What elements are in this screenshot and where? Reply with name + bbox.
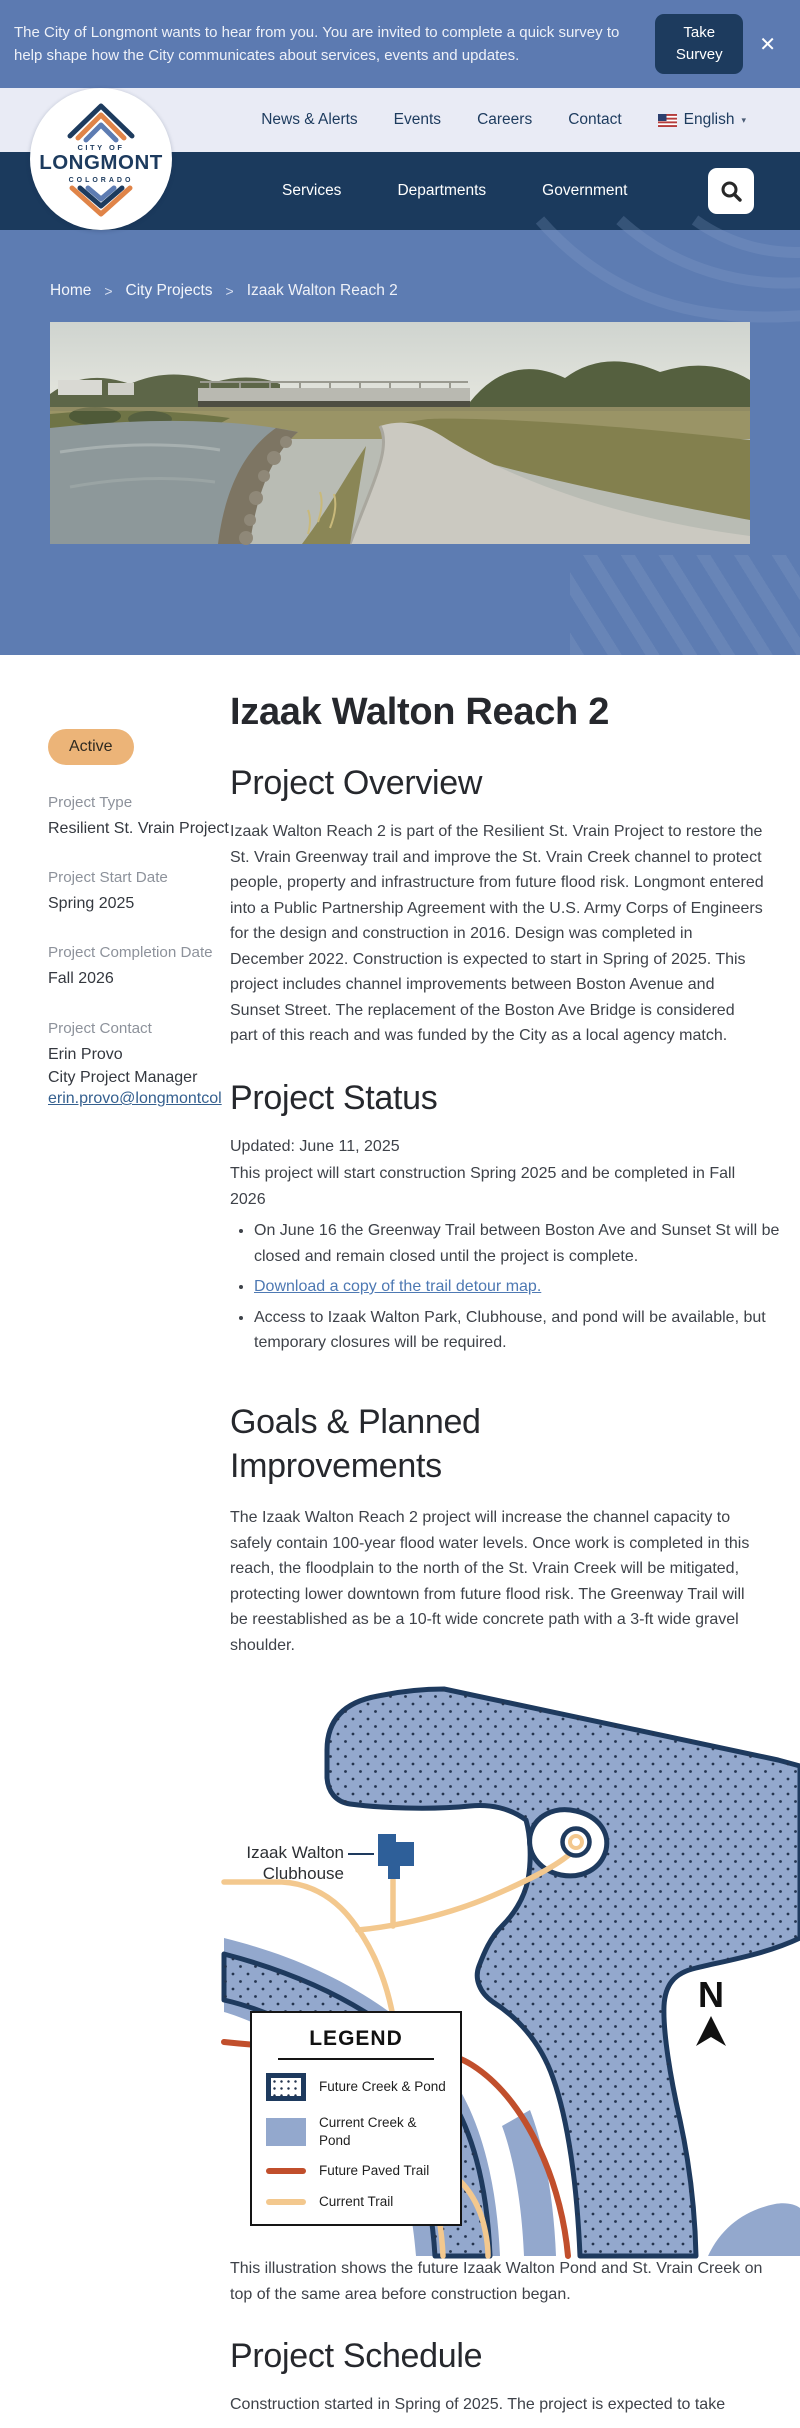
status-heading: Project Status (230, 1078, 438, 1117)
current-corner-strip (708, 2203, 800, 2256)
north-label: N (698, 1974, 724, 2016)
status-updated: Updated: June 11, 2025 (230, 1137, 400, 1155)
hero-band (0, 230, 800, 655)
content (0, 655, 800, 2428)
nav-events[interactable]: Events (393, 111, 442, 128)
legend-item: Future Paved Trail (266, 2162, 446, 2180)
longmont-logo[interactable] (30, 88, 172, 230)
future-trail-swatch (266, 2168, 306, 2174)
goals-body: The Izaak Walton Reach 2 project will increase the channel capacity to safely contain 100-year flood water levels. Once work is completed in this reach, the floodplain to the north of the St. Vrain Creek will be mitigated, protecting lower downtown from future flood risk. The Greenway Trail will be reestablished as be a 10-ft wide concrete path with a 3-ft wide gravel shoulder. (230, 1509, 750, 1654)
utility-nav (261, 111, 800, 129)
logo-city-of: CITY OF (77, 143, 125, 152)
status-item (254, 1274, 800, 1300)
field-label: Project Start Date (48, 869, 168, 887)
language-label: English (683, 111, 735, 128)
logo-state: COLORADO (68, 177, 134, 184)
legend-item: Current Trail (266, 2193, 446, 2211)
clubhouse-label: Izaak Walton (246, 1843, 344, 1863)
contact-role: City Project Manager (48, 1068, 198, 1086)
future-pond-swatch (266, 2073, 306, 2101)
hero-image (50, 322, 750, 544)
nav-departments[interactable]: Departments (397, 182, 487, 199)
status-item: • Access to Izaak Walton Park, Clubhouse, and pond will be available, but temporary closures will be required. (254, 1305, 800, 1356)
map-caption: This illustration shows the future Izaak Walton Pond and St. Vrain Creek on top of the same area before construction began. (230, 2260, 763, 2303)
status-list (230, 1218, 800, 1356)
status-badge: Active (48, 729, 134, 765)
current-pond-swatch (266, 2118, 306, 2146)
field-label: Project Completion Date (48, 944, 213, 962)
contact-email-link[interactable]: erin.provo@longmontcol (48, 1090, 222, 1108)
overview-body: Izaak Walton Reach 2 is part of the Resilient St. Vrain Project to restore the St. Vrain Greenway trail and improve the St. Vrain Creek channel to protect people, property and infrastructure from future flood risk. Longmont entered into a Public Partnership Agreement with the U.S. Army Corps of Engineers for the design and construction in 2016. Design was completed in December 2022. Construction is expected to start in Spring of 2025. This project includes channel improvements between Boston Avenue and Sunset Street. The replacement of the Boston Ave Bridge is considered part of this reach and was funded by the City as a local agency match. (230, 823, 764, 1044)
creek-photo (50, 322, 750, 544)
detour-map-link[interactable]: Download a copy of the trail detour map. (254, 1278, 542, 1295)
page-title: Izaak Walton Reach 2 (230, 691, 610, 733)
legend-item: Current Creek & Pond (266, 2114, 446, 2149)
nav-news-alerts[interactable]: News & Alerts (261, 111, 358, 128)
north-arrow-icon (696, 2016, 726, 2046)
survey-banner (0, 0, 800, 88)
logo-name: LONGMONT (39, 151, 163, 174)
status-intro: This project will start construction Spring 2025 and be completed in Fall 2026 (230, 1165, 736, 1208)
goals-heading: Goals & Planned Improvements (230, 1402, 481, 1486)
field-value: Fall 2026 (48, 970, 114, 988)
language-selector[interactable] (658, 111, 746, 129)
clubhouse-building (378, 1834, 414, 1879)
nav-careers[interactable]: Careers (477, 111, 533, 128)
field-value: Spring 2025 (48, 895, 135, 913)
search-icon (720, 180, 743, 203)
legend-title: LEGEND (278, 2027, 434, 2060)
breadcrumb-city-projects[interactable]: City Projects (125, 282, 213, 299)
contact-name: Erin Provo (48, 1045, 123, 1063)
pond-illustration-map (230, 1686, 800, 2256)
field-label: Project Type (48, 794, 133, 811)
us-flag-icon (658, 114, 677, 127)
field-value: Resilient St. Vrain Project (48, 820, 229, 838)
nav-government[interactable]: Government (542, 182, 628, 199)
overview-heading: Project Overview (230, 764, 483, 802)
survey-message: The City of Longmont wants to hear from you. You are invited to complete a quick survey to help shape how the City communicates about services, events and updates. (14, 23, 620, 64)
schedule-heading: Project Schedule (230, 2337, 483, 2376)
schedule-body: Construction started in Spring of 2025. The project is expected to take (230, 2396, 726, 2414)
breadcrumb-separator: > (225, 283, 234, 299)
current-trail-swatch (266, 2199, 306, 2205)
legend-item: Future Creek & Pond (266, 2073, 446, 2101)
breadcrumb-separator: > (104, 283, 113, 299)
clubhouse-label: Clubhouse (262, 1864, 344, 1884)
decorative-stripes (570, 555, 800, 655)
caret-down-icon: ▾ (741, 114, 746, 125)
project-sidebar (48, 691, 230, 2428)
search-button[interactable] (708, 168, 754, 214)
map-legend (250, 2011, 462, 2226)
breadcrumb-home[interactable]: Home (50, 282, 92, 299)
close-icon[interactable]: ✕ (759, 33, 776, 56)
status-item: • On June 16 the Greenway Trail between Boston Ave and Sunset St will be closed and remain closed until the project is complete. (254, 1218, 800, 1269)
project-main (230, 691, 800, 2428)
nav-contact[interactable]: Contact (568, 111, 622, 128)
breadcrumb (0, 230, 800, 300)
field-label: Project Contact (48, 1019, 152, 1037)
breadcrumb-current: Izaak Walton Reach 2 (246, 282, 398, 299)
take-survey-button[interactable]: Take Survey (655, 14, 743, 74)
nav-services[interactable]: Services (282, 182, 342, 199)
